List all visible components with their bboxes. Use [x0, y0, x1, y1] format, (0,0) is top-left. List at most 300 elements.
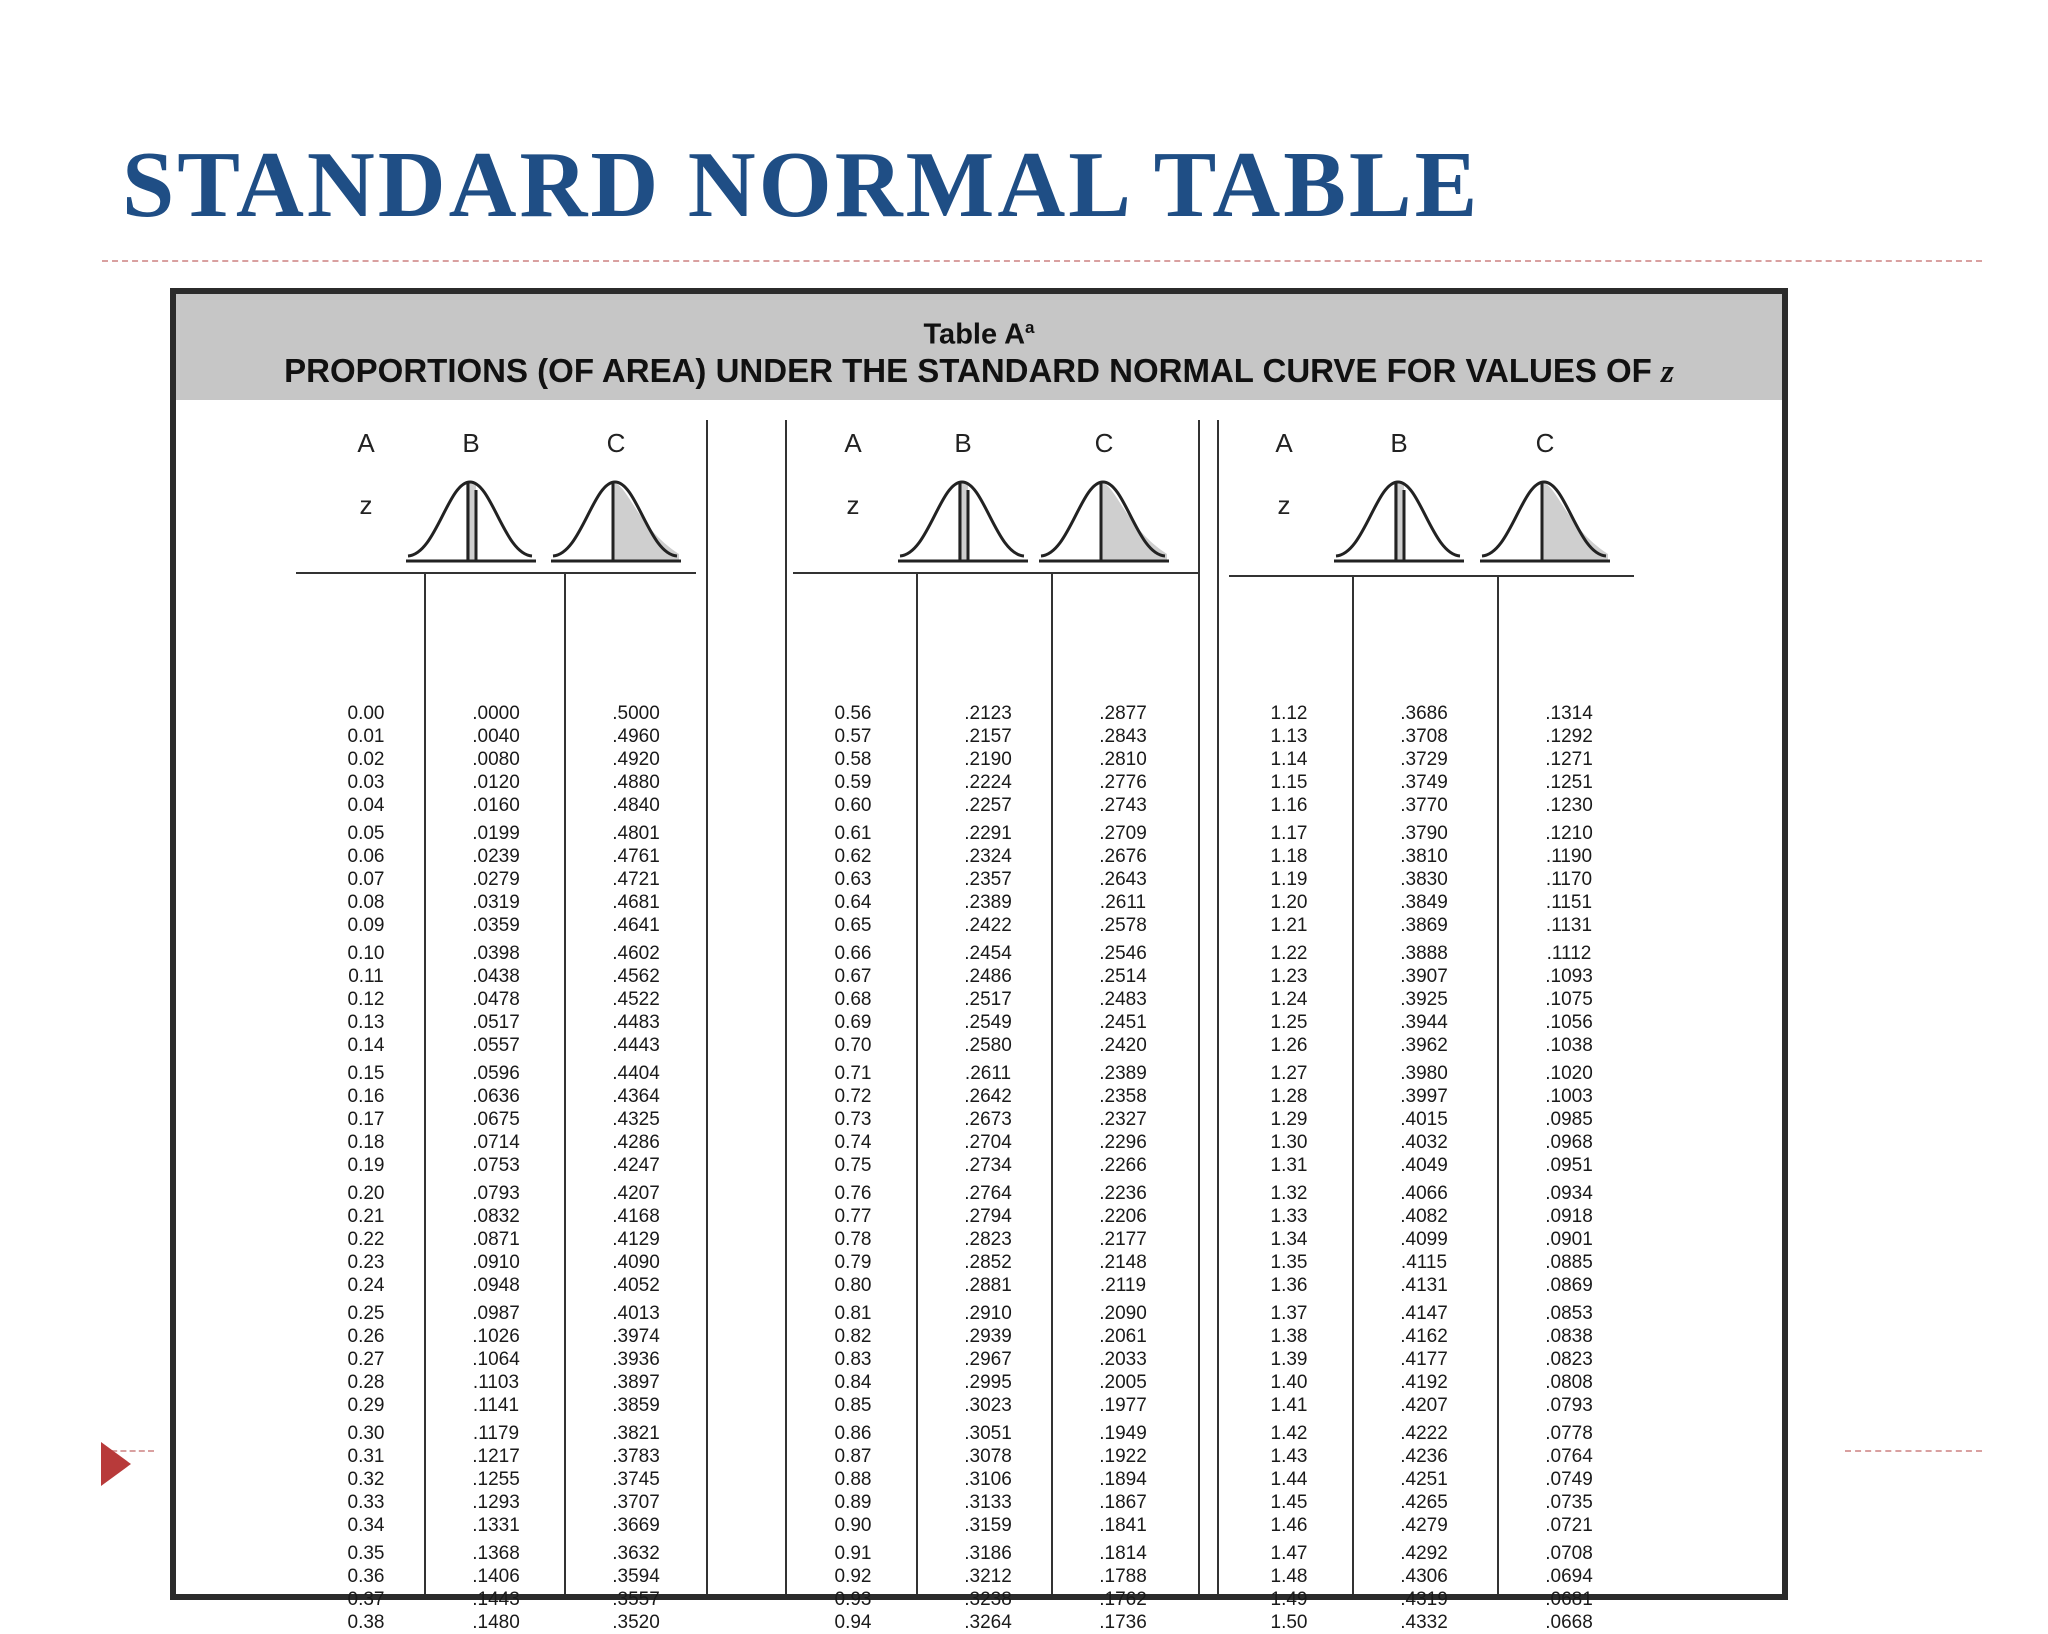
footer-divider-right [1845, 1450, 1982, 1452]
table-panel-2 [793, 400, 1213, 1633]
table-cell: .3770 [1400, 795, 1448, 816]
table-cell: .1064 [472, 1349, 520, 1370]
curve-tail-beyond-z-icon [1480, 472, 1610, 569]
table-cell: .1331 [472, 1515, 520, 1536]
table-cell: 1.35 [1270, 1252, 1308, 1273]
table-cell: 1.31 [1270, 1155, 1308, 1176]
table-cell: .1075 [1545, 989, 1593, 1010]
table-cell: 0.22 [347, 1229, 385, 1250]
table-cell: 1.30 [1270, 1132, 1308, 1153]
table-cell: .3264 [964, 1612, 1012, 1633]
table-cell: .4761 [612, 846, 660, 867]
table-cell: 0.71 [834, 1063, 872, 1084]
table-cell: .2734 [964, 1155, 1012, 1176]
column-letter-b: B [1390, 428, 1408, 458]
table-cell: 0.29 [347, 1395, 385, 1416]
table-cell: .4207 [1400, 1395, 1448, 1416]
table-cell: .4192 [1400, 1372, 1448, 1393]
table-cell: 0.64 [834, 892, 872, 913]
table-cell: 0.88 [834, 1469, 872, 1490]
table-cell: .4721 [612, 869, 660, 890]
table-cell: .4920 [612, 749, 660, 770]
table-cell: .2422 [964, 915, 1012, 936]
slide-marker-icon [101, 1442, 131, 1486]
table-cell: .1480 [472, 1612, 520, 1633]
table-label: Table $A^a$ [923, 318, 1035, 351]
curve-mean-to-z-icon [1334, 472, 1464, 569]
table-cell: .3707 [612, 1492, 660, 1513]
table-cell: .2995 [964, 1372, 1012, 1393]
table-cell: .1056 [1545, 1012, 1593, 1033]
table-cell: 1.39 [1270, 1349, 1308, 1370]
table-cell: .3708 [1400, 726, 1448, 747]
table-cell: .4801 [612, 823, 660, 844]
table-cell: 0.84 [834, 1372, 872, 1393]
table-cell: .0080 [472, 749, 520, 770]
table-cell: .2776 [1099, 772, 1147, 793]
table-cell: .1255 [472, 1469, 520, 1490]
table-cell: .1093 [1545, 966, 1593, 987]
table-cell: 0.80 [834, 1275, 872, 1296]
table-cell: .0793 [472, 1183, 520, 1204]
table-cell: 0.73 [834, 1109, 872, 1130]
table-cell: .4162 [1400, 1326, 1448, 1347]
table-cell: .1170 [1545, 869, 1593, 890]
table-cell: .1292 [1545, 726, 1593, 747]
table-cell: .3944 [1400, 1012, 1448, 1033]
column-letter-b: B [462, 428, 480, 458]
table-cell: .4236 [1400, 1446, 1448, 1467]
table-cell: .2877 [1099, 703, 1147, 724]
table-cell: 1.26 [1270, 1035, 1308, 1056]
table-cell: 0.08 [347, 892, 385, 913]
table-cell: .2123 [964, 703, 1012, 724]
table-cell: .2327 [1099, 1109, 1147, 1130]
table-cell: .4279 [1400, 1515, 1448, 1536]
table-cell: .4319 [1400, 1589, 1448, 1610]
table-cell: .4247 [612, 1155, 660, 1176]
table-cell: .2157 [964, 726, 1012, 747]
table-cell: .2389 [964, 892, 1012, 913]
table-cell: 0.34 [347, 1515, 385, 1536]
table-cell: .3907 [1400, 966, 1448, 987]
table-cell: 1.12 [1270, 703, 1308, 724]
table-cell: .4115 [1400, 1252, 1448, 1273]
table-cell: .0735 [1545, 1492, 1593, 1513]
table-cell: .1003 [1545, 1086, 1593, 1107]
table-cell: .0438 [472, 966, 520, 987]
table-cell: 1.21 [1270, 915, 1308, 936]
table-cell: .2967 [964, 1349, 1012, 1370]
z-label: z [846, 490, 860, 520]
table-cell: 1.15 [1270, 772, 1308, 793]
table-cell: 0.70 [834, 1035, 872, 1056]
table-cell: .3186 [964, 1543, 1012, 1564]
table-cell: 0.20 [347, 1183, 385, 1204]
table-cell: 0.18 [347, 1132, 385, 1153]
table-cell: .0199 [472, 823, 520, 844]
table-cell: .2843 [1099, 726, 1147, 747]
table-cell: .0968 [1545, 1132, 1593, 1153]
table-cell: .4177 [1400, 1349, 1448, 1370]
table-cell: .3686 [1400, 703, 1448, 724]
table-cell: 1.18 [1270, 846, 1308, 867]
table-cell: 1.28 [1270, 1086, 1308, 1107]
table-cell: .2257 [964, 795, 1012, 816]
table-cell: .3859 [612, 1395, 660, 1416]
table-cell: .2673 [964, 1109, 1012, 1130]
table-cell: .3745 [612, 1469, 660, 1490]
table-cell: .3669 [612, 1515, 660, 1536]
table-panel-3 [1229, 400, 1649, 1633]
table-cell: .1814 [1099, 1543, 1147, 1564]
table-cell: 1.13 [1270, 726, 1308, 747]
table-cell: .2642 [964, 1086, 1012, 1107]
table-cell: .1922 [1099, 1446, 1147, 1467]
table-cell: .0714 [472, 1132, 520, 1153]
table-cell: .3936 [612, 1349, 660, 1370]
table-cell: .3106 [964, 1469, 1012, 1490]
table-cell: .0934 [1545, 1183, 1593, 1204]
table-cell: .1151 [1545, 892, 1593, 913]
table-cell: 0.31 [347, 1446, 385, 1467]
table-cell: .0853 [1545, 1303, 1593, 1324]
table-cell: 0.07 [347, 869, 385, 890]
table-cell: 1.50 [1270, 1612, 1308, 1633]
table-cell: 0.83 [834, 1349, 872, 1370]
table-cell: 1.37 [1270, 1303, 1308, 1324]
table-cell: 0.36 [347, 1566, 385, 1587]
table-cell: .4364 [612, 1086, 660, 1107]
table-cell: .0885 [1545, 1252, 1593, 1273]
table-cell: .2119 [1099, 1275, 1147, 1296]
table-cell: .2517 [964, 989, 1012, 1010]
curve-tail-beyond-z-icon [551, 472, 681, 569]
table-cell: 0.92 [834, 1566, 872, 1587]
table-cell: 0.26 [347, 1326, 385, 1347]
table-cell: .2709 [1099, 823, 1147, 844]
table-cell: .3790 [1400, 823, 1448, 844]
table-cell: 0.67 [834, 966, 872, 987]
table-cell: .3980 [1400, 1063, 1448, 1084]
table-cell: 0.30 [347, 1423, 385, 1444]
table-cell: .1762 [1099, 1589, 1147, 1610]
table-cell: .1103 [472, 1372, 520, 1393]
table-cell: .4131 [1400, 1275, 1448, 1296]
table-cell: 0.57 [834, 726, 872, 747]
table-cell: 0.21 [347, 1206, 385, 1227]
title-divider [102, 260, 1982, 262]
table-cell: .1406 [472, 1566, 520, 1587]
table-cell: .2291 [964, 823, 1012, 844]
table-cell: 0.02 [347, 749, 385, 770]
table-cell: 0.09 [347, 915, 385, 936]
table-cell: 0.87 [834, 1446, 872, 1467]
table-cell: .4562 [612, 966, 660, 987]
table-cell: 1.29 [1270, 1109, 1308, 1130]
table-cell: .3974 [612, 1326, 660, 1347]
table-cell: 0.38 [347, 1612, 385, 1633]
table-cell: .0823 [1545, 1349, 1593, 1370]
table-cell: .1190 [1545, 846, 1593, 867]
table-cell: .3888 [1400, 943, 1448, 964]
table-cell: .1020 [1545, 1063, 1593, 1084]
table-cell: .1736 [1099, 1612, 1147, 1633]
table-cell: 1.20 [1270, 892, 1308, 913]
table-cell: .2177 [1099, 1229, 1147, 1250]
table-cell: .3078 [964, 1446, 1012, 1467]
table-cell: .4251 [1400, 1469, 1448, 1490]
table-cell: .1112 [1546, 943, 1592, 964]
table-cell: 1.24 [1270, 989, 1308, 1010]
table-cell: .0910 [472, 1252, 520, 1273]
table-cell: .2580 [964, 1035, 1012, 1056]
table-cell: 0.01 [347, 726, 385, 747]
table-cell: 1.19 [1270, 869, 1308, 890]
table-cell: 0.66 [834, 943, 872, 964]
table-cell: .4147 [1400, 1303, 1448, 1324]
curve-tail-beyond-z-icon [1039, 472, 1169, 569]
table-cell: .2483 [1099, 989, 1147, 1010]
table-cell: 1.45 [1270, 1492, 1308, 1513]
table-cell: .1949 [1099, 1423, 1147, 1444]
column-letter-c: C [606, 428, 626, 458]
table-cell: 0.03 [347, 772, 385, 793]
table-panel-1 [306, 400, 726, 1633]
table-cell: .2190 [964, 749, 1012, 770]
table-cell: 0.93 [834, 1589, 872, 1610]
table-cell: 0.12 [347, 989, 385, 1010]
panel-divider [1217, 420, 1219, 1594]
z-label: z [359, 490, 373, 520]
table-cell: .2546 [1099, 943, 1147, 964]
table-cell: 0.89 [834, 1492, 872, 1513]
table-cell: .3830 [1400, 869, 1448, 890]
table-cell: .2224 [964, 772, 1012, 793]
table-cell: 0.85 [834, 1395, 872, 1416]
table-cell: 1.14 [1270, 749, 1308, 770]
table-cell: 0.16 [347, 1086, 385, 1107]
table-cell: .0120 [472, 772, 520, 793]
table-cell: .0901 [1545, 1229, 1593, 1250]
table-cell: .2090 [1099, 1303, 1147, 1324]
table-cell: .4602 [612, 943, 660, 964]
table-cell: .1293 [472, 1492, 520, 1513]
table-cell: 0.59 [834, 772, 872, 793]
table-cell: .2148 [1099, 1252, 1147, 1273]
table-cell: .2549 [964, 1012, 1012, 1033]
table-cell: .3133 [964, 1492, 1012, 1513]
slide-title: STANDARD NORMAL TABLE [122, 133, 1481, 237]
table-cell: .1368 [472, 1543, 520, 1564]
table-cell: 1.41 [1270, 1395, 1308, 1416]
table-cell: .0793 [1545, 1395, 1593, 1416]
table-cell: 0.77 [834, 1206, 872, 1227]
table-cell: .4960 [612, 726, 660, 747]
table-cell: .5000 [612, 703, 660, 724]
table-cell: .4880 [612, 772, 660, 793]
table-cell: .2061 [1099, 1326, 1147, 1347]
column-letter-a: A [357, 428, 375, 458]
table-cell: .0478 [472, 989, 520, 1010]
table-cell: .2764 [964, 1183, 1012, 1204]
table-cell: .0239 [472, 846, 520, 867]
table-cell: .0708 [1545, 1543, 1593, 1564]
table-cell: .3632 [612, 1543, 660, 1564]
table-cell: 0.32 [347, 1469, 385, 1490]
table-cell: 1.44 [1270, 1469, 1308, 1490]
table-cell: 0.79 [834, 1252, 872, 1273]
table-cell: .2358 [1099, 1086, 1147, 1107]
table-cell: .1841 [1099, 1515, 1147, 1536]
table-cell: .4168 [612, 1206, 660, 1227]
table-cell: 0.76 [834, 1183, 872, 1204]
table-cell: .3749 [1400, 772, 1448, 793]
table-cell: .0832 [472, 1206, 520, 1227]
table-cell: .4286 [612, 1132, 660, 1153]
panel-divider [785, 420, 787, 1594]
table-cell: 0.56 [834, 703, 872, 724]
table-cell: .1026 [472, 1326, 520, 1347]
table-cell: 1.43 [1270, 1446, 1308, 1467]
table-cell: .0918 [1545, 1206, 1593, 1227]
table-cell: 0.58 [834, 749, 872, 770]
table-cell: .2676 [1099, 846, 1147, 867]
table-cell: 0.35 [347, 1543, 385, 1564]
curve-mean-to-z-icon [406, 472, 536, 569]
table-cell: .1141 [472, 1395, 520, 1416]
table-cell: .4641 [612, 915, 660, 936]
table-cell: 0.14 [347, 1035, 385, 1056]
table-cell: 0.72 [834, 1086, 872, 1107]
table-cell: .4404 [612, 1063, 660, 1084]
table-cell: .2810 [1099, 749, 1147, 770]
table-cell: .1788 [1099, 1566, 1147, 1587]
table-cell: 0.19 [347, 1155, 385, 1176]
table-cell: 0.61 [834, 823, 872, 844]
table-cell: .0636 [472, 1086, 520, 1107]
table-cell: 1.38 [1270, 1326, 1308, 1347]
table-cell: .2611 [964, 1063, 1012, 1084]
normal-table [170, 288, 1788, 1633]
table-cell: .1443 [472, 1589, 520, 1610]
table-cell: .3821 [612, 1423, 660, 1444]
table-cell: 1.32 [1270, 1183, 1308, 1204]
table-cell: .4015 [1400, 1109, 1448, 1130]
table-cell: 0.23 [347, 1252, 385, 1273]
table-cell: 0.90 [834, 1515, 872, 1536]
table-cell: .1977 [1099, 1395, 1147, 1416]
table-cell: 0.81 [834, 1303, 872, 1324]
column-letter-a: A [844, 428, 862, 458]
table-cell: .4099 [1400, 1229, 1448, 1250]
table-cell: .0596 [472, 1063, 520, 1084]
table-cell: .4325 [612, 1109, 660, 1130]
table-cell: .4522 [612, 989, 660, 1010]
z-label: z [1277, 490, 1291, 520]
table-cell: 0.69 [834, 1012, 872, 1033]
table-cell: .3869 [1400, 915, 1448, 936]
table-cell: .2704 [964, 1132, 1012, 1153]
table-cell: .3925 [1400, 989, 1448, 1010]
table-cell: .0721 [1545, 1515, 1593, 1536]
table-cell: .2486 [964, 966, 1012, 987]
table-cell: 1.27 [1270, 1063, 1308, 1084]
table-cell: .4032 [1400, 1132, 1448, 1153]
table-cell: .2266 [1099, 1155, 1147, 1176]
table-cell: .3051 [964, 1423, 1012, 1444]
table-cell: .2852 [964, 1252, 1012, 1273]
table-cell: 0.28 [347, 1372, 385, 1393]
table-cell: 0.60 [834, 795, 872, 816]
table-cell: .3212 [964, 1566, 1012, 1587]
table-cell: .1251 [1545, 772, 1593, 793]
table-cell: 0.17 [347, 1109, 385, 1130]
table-cell: .1179 [472, 1423, 520, 1444]
panel-divider [706, 420, 708, 1594]
table-cell: .0778 [1545, 1423, 1593, 1444]
table-cell: 0.15 [347, 1063, 385, 1084]
table-cell: .2451 [1099, 1012, 1147, 1033]
table-cell: .0694 [1545, 1566, 1593, 1587]
table-cell: .0279 [472, 869, 520, 890]
table-cell: 0.10 [347, 943, 385, 964]
table-cell: .2005 [1099, 1372, 1147, 1393]
table-cell: .0398 [472, 943, 520, 964]
table-cell: 0.78 [834, 1229, 872, 1250]
table-cell: .0838 [1545, 1326, 1593, 1347]
table-cell: 0.37 [347, 1589, 385, 1610]
table-cell: .4222 [1400, 1423, 1448, 1444]
table-cell: 0.33 [347, 1492, 385, 1513]
column-letter-c: C [1535, 428, 1555, 458]
table-cell: .0985 [1545, 1109, 1593, 1130]
table-cell: .3520 [612, 1612, 660, 1633]
table-cell: .3557 [612, 1589, 660, 1610]
table-cell: 0.63 [834, 869, 872, 890]
table-cell: .2296 [1099, 1132, 1147, 1153]
table-cell: 0.68 [834, 989, 872, 1010]
table-cell: .4681 [612, 892, 660, 913]
table-cell: .2910 [964, 1303, 1012, 1324]
table-cell: .4483 [612, 1012, 660, 1033]
table-cell: .0668 [1545, 1612, 1593, 1633]
table-cell: 0.86 [834, 1423, 872, 1444]
table-cell: .1271 [1545, 749, 1593, 770]
table-cell: .0871 [472, 1229, 520, 1250]
table-cell: .0808 [1545, 1372, 1593, 1393]
table-cell: 0.75 [834, 1155, 872, 1176]
table-cell: .2033 [1099, 1349, 1147, 1370]
table-cell: .3997 [1400, 1086, 1448, 1107]
table-cell: .0764 [1545, 1446, 1593, 1467]
table-cell: .2324 [964, 846, 1012, 867]
table-cell: .0675 [472, 1109, 520, 1130]
table-cell: 1.25 [1270, 1012, 1308, 1033]
table-cell: .3729 [1400, 749, 1448, 770]
table-cell: 1.34 [1270, 1229, 1308, 1250]
table-cell: .2206 [1099, 1206, 1147, 1227]
table-cell: .0319 [472, 892, 520, 913]
table-cell: 0.74 [834, 1132, 872, 1153]
table-cell: 1.40 [1270, 1372, 1308, 1393]
table-cell: 0.13 [347, 1012, 385, 1033]
table-cell: .2454 [964, 943, 1012, 964]
table-cell: .1210 [1545, 823, 1593, 844]
header-rule [1229, 575, 1634, 577]
column-letter-a: A [1275, 428, 1293, 458]
table-cell: 1.33 [1270, 1206, 1308, 1227]
